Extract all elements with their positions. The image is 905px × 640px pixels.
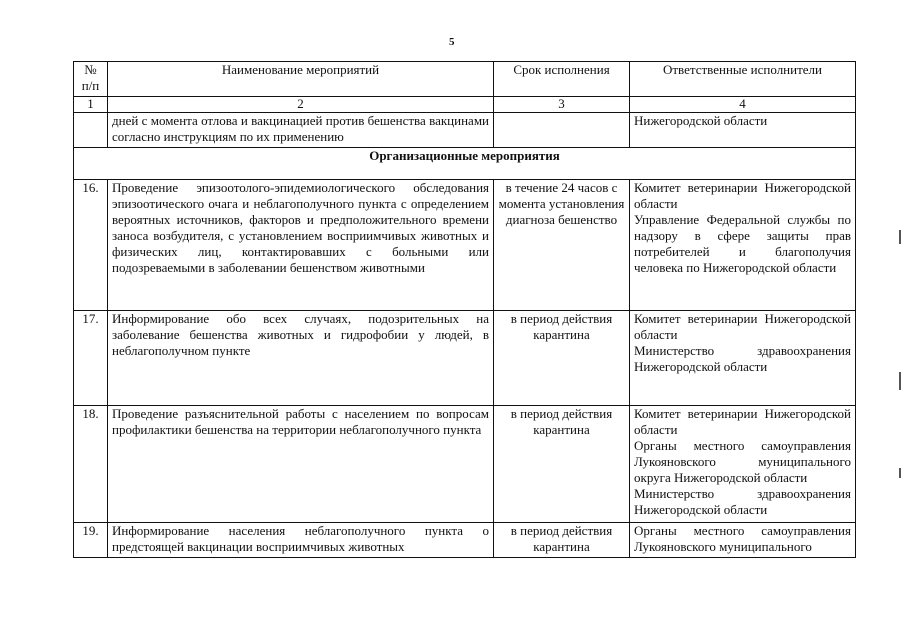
responsible-line: Министерство здравоохранения Нижегородской области <box>634 343 851 374</box>
row-num: 19. <box>74 523 108 558</box>
column-number: 4 <box>630 97 856 113</box>
responsible-line: Министерство здравоохранения Нижегородской области <box>634 486 851 517</box>
column-number: 2 <box>108 97 494 113</box>
row-num: 17. <box>74 311 108 406</box>
table-row <box>74 406 856 523</box>
scan-artifact <box>899 372 901 390</box>
table-row <box>74 180 856 311</box>
row-responsible <box>630 523 856 558</box>
table-row <box>74 311 856 406</box>
measures-table <box>73 61 856 558</box>
row-name: Информирование населения неблагополучного пункта о предстоящей вакцинации восприимчивых животных <box>108 523 494 558</box>
row-responsible <box>630 180 856 311</box>
responsible-line: Комитет ветеринарии Нижегородской области <box>634 180 851 211</box>
row-term: в период действия карантина <box>494 406 630 523</box>
section-row <box>74 148 856 180</box>
row-name: Проведение разъяснительной работы с населением по вопросам профилактики бешенства на территории неблагополучного пункта <box>108 406 494 523</box>
row-responsible <box>630 311 856 406</box>
column-number: 1 <box>74 97 108 113</box>
row-name: Проведение эпизоотолого-эпидемиологического обследования эпизоотического очага и неблагополучного пункта с определением вероятных источников, факторов и предположительного времени заноса возбудителя, с установлением восприимчивых животных и физических лиц, контактировавших с больными или подозреваемыми в заболевании бешенством животными <box>108 180 494 311</box>
table-header-row <box>74 62 856 97</box>
continuation-row <box>74 113 856 148</box>
table-row <box>74 523 856 558</box>
responsible-line: Комитет ветеринарии Нижегородской области <box>634 406 851 437</box>
header-term: Срок исполнения <box>494 62 630 97</box>
page-number: 5 <box>449 36 455 48</box>
row-term: в течение 24 часов с момента установления диагноза бешенство <box>494 180 630 311</box>
responsible-line: Комитет ветеринарии Нижегородской области <box>634 311 851 342</box>
row-responsible: Нижегородской области <box>630 113 856 148</box>
responsible-line: Управление Федеральной службы по надзору в сфере защиты прав потребителей и благополучия человека по Нижегородской области <box>634 212 851 275</box>
row-num <box>74 113 108 148</box>
header-responsible: Ответственные исполнители <box>630 62 856 97</box>
row-num: 18. <box>74 406 108 523</box>
row-name: дней с момента отлова и вакцинацией против бешенства вакцинами согласно инструкциям по их применению <box>108 113 494 148</box>
header-name: Наименование мероприятий <box>108 62 494 97</box>
responsible-line: Органы местного самоуправления Лукояновского муниципального <box>634 523 851 554</box>
header-num: № п/п <box>74 62 108 97</box>
row-name: Информирование обо всех случаях, подозрительных на заболевание бешенства животных и гидрофобии у людей, в неблагополучном пункте <box>108 311 494 406</box>
column-number-row <box>74 97 856 113</box>
responsible-line: Органы местного самоуправления Лукояновского муниципального округа Нижегородской области <box>634 438 851 485</box>
scan-artifact <box>899 230 901 244</box>
row-num: 16. <box>74 180 108 311</box>
section-title: Организационные мероприятия <box>74 148 856 180</box>
column-number: 3 <box>494 97 630 113</box>
scan-artifact <box>899 468 901 478</box>
row-responsible <box>630 406 856 523</box>
row-term: в период действия карантина <box>494 523 630 558</box>
row-term <box>494 113 630 148</box>
row-term: в период действия карантина <box>494 311 630 406</box>
